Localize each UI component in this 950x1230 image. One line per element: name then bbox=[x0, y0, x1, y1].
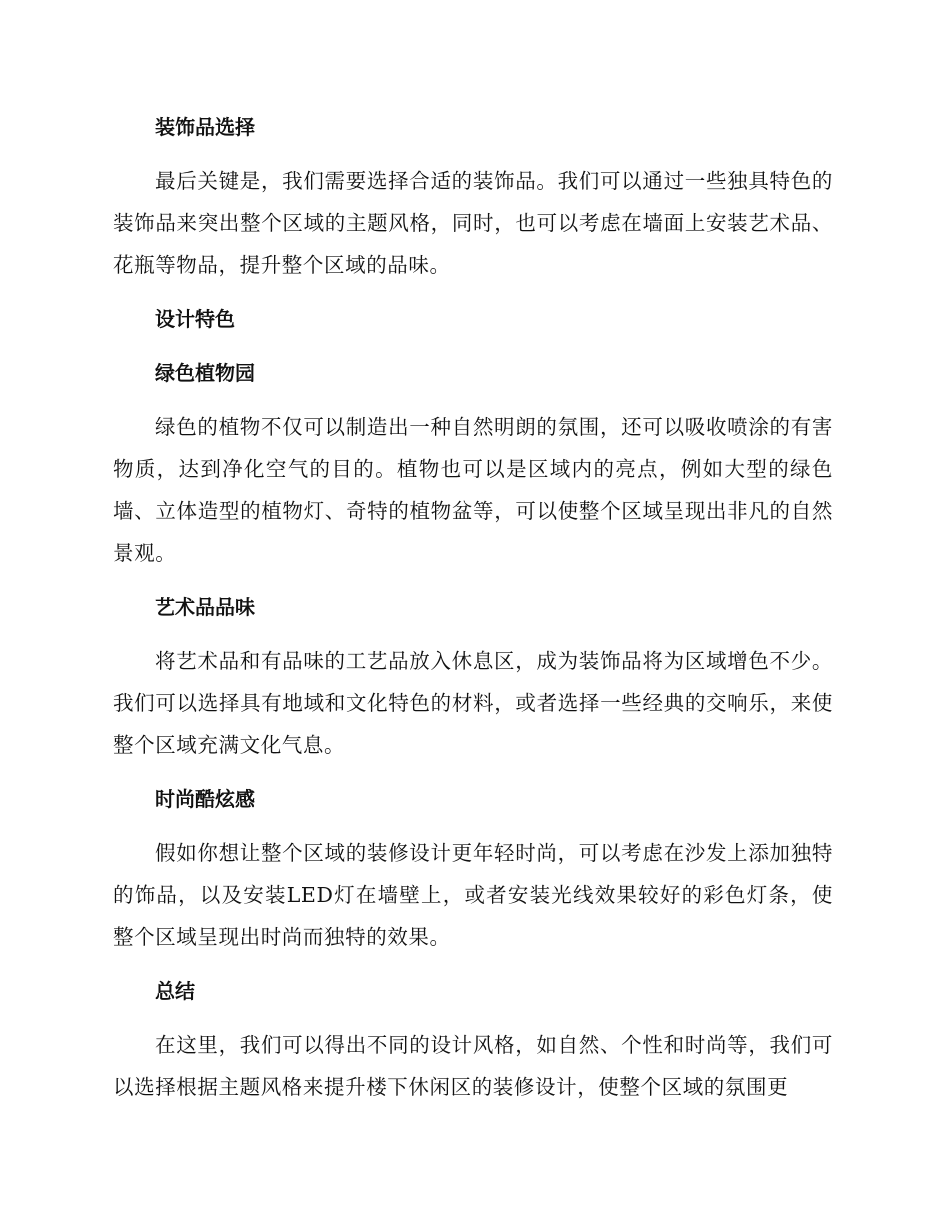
section-heading: 绿色植物园 bbox=[155, 361, 255, 385]
section-paragraph: 假如你想让整个区域的装修设计更年轻时尚，可以考虑在沙发上添加独特的饰品，以及安装LED灯在墙壁上，或者安装光线效果较好的彩色灯条，使整个区域呈现出时尚而独特的效果。 bbox=[113, 841, 833, 949]
section-fashion-cool bbox=[113, 778, 833, 958]
section-art-taste bbox=[113, 586, 833, 766]
section-heading: 总结 bbox=[155, 979, 195, 1003]
section-decoration-choice bbox=[113, 106, 833, 286]
section-heading: 设计特色 bbox=[155, 307, 235, 331]
section-paragraph: 最后关键是，我们需要选择合适的装饰品。我们可以通过一些独具特色的装饰品来突出整个区域的主题风格，同时，也可以考虑在墙面上安装艺术品、花瓶等物品，提升整个区域的品味。 bbox=[113, 169, 833, 277]
section-summary bbox=[113, 970, 833, 1108]
section-heading: 艺术品品味 bbox=[155, 595, 255, 619]
document-body bbox=[113, 106, 833, 1120]
section-design-features bbox=[113, 298, 833, 352]
section-paragraph: 在这里，我们可以得出不同的设计风格，如自然、个性和时尚等，我们可以选择根据主题风格来提升楼下休闲区的装修设计，使整个区域的氛围更 bbox=[113, 1033, 833, 1099]
section-paragraph: 绿色的植物不仅可以制造出一种自然明朗的氛围，还可以吸收喷涂的有害物质，达到净化空气的目的。植物也可以是区域内的亮点，例如大型的绿色墙、立体造型的植物灯、奇特的植物盆等，可以使整个区域呈现出非凡的自然景观。 bbox=[113, 415, 833, 565]
section-heading: 时尚酷炫感 bbox=[155, 787, 255, 811]
section-paragraph: 将艺术品和有品味的工艺品放入休息区，成为装饰品将为区域增色不少。我们可以选择具有地域和文化特色的材料，或者选择一些经典的交响乐，来使整个区域充满文化气息。 bbox=[113, 649, 833, 757]
section-green-plants bbox=[113, 352, 833, 574]
section-heading: 装饰品选择 bbox=[155, 115, 255, 139]
